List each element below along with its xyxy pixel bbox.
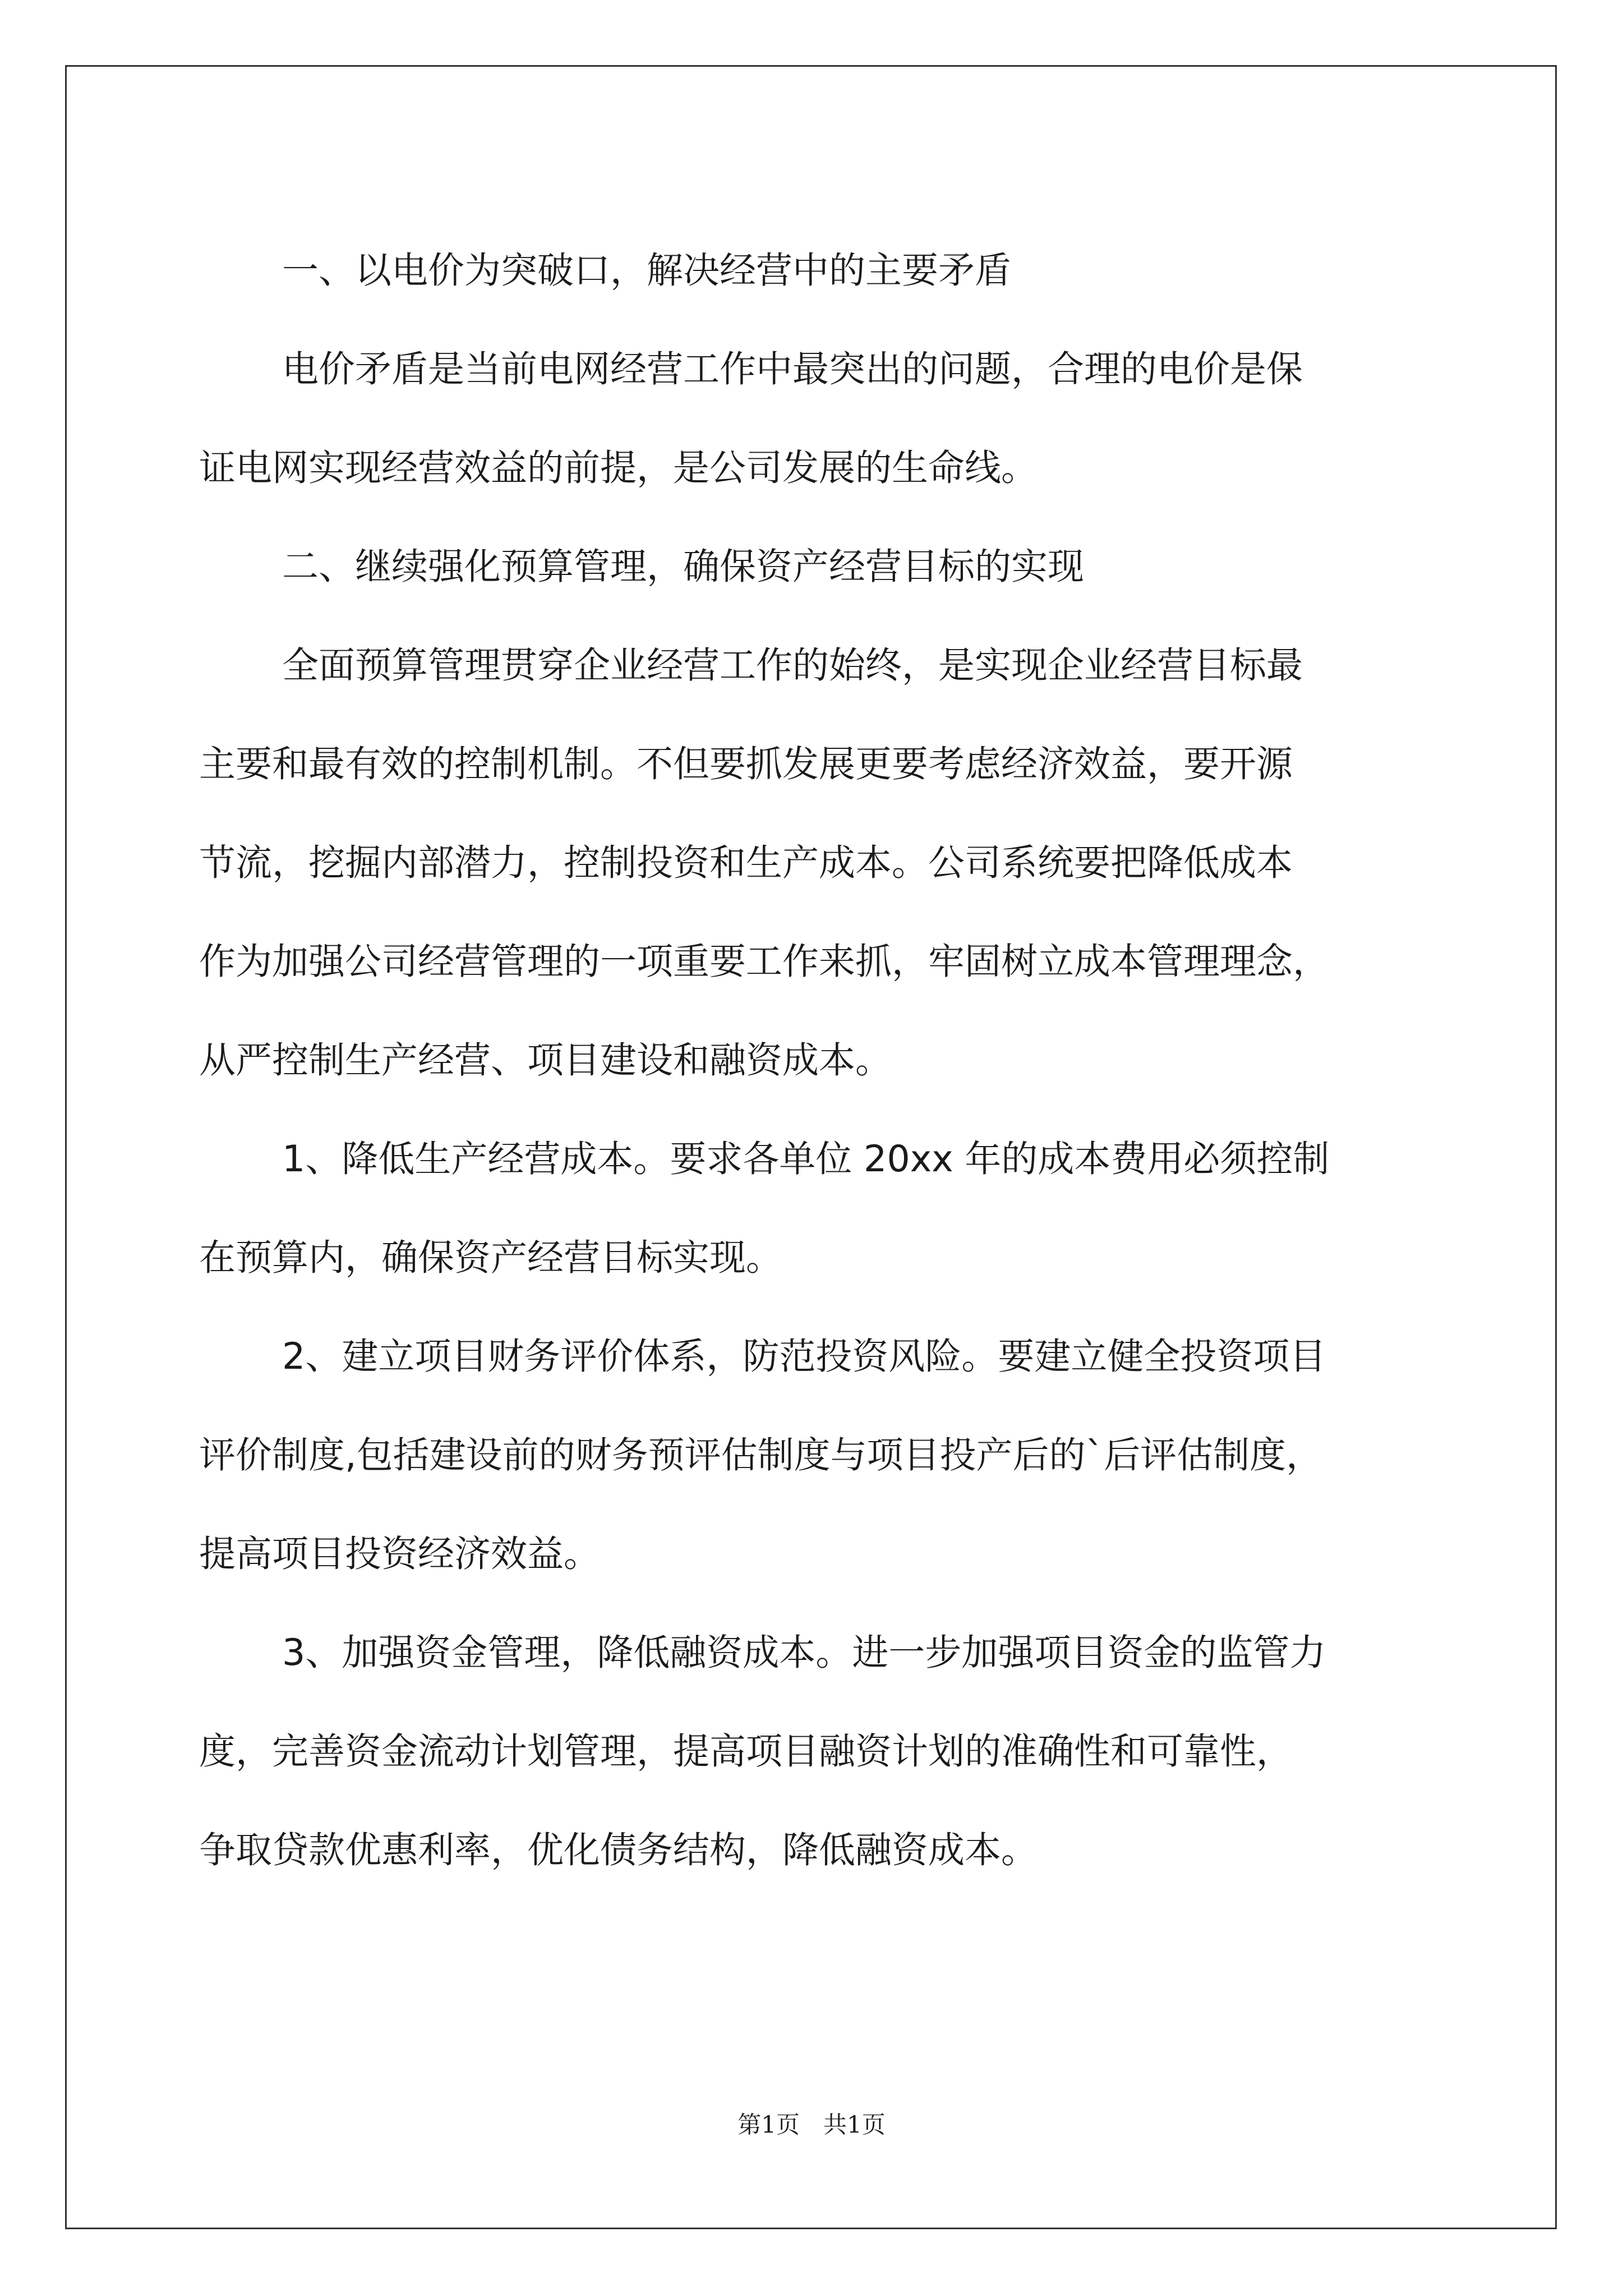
text-line: 在预算内，确保资产经营目标实现。 (199, 1237, 783, 1279)
text-line: 度，完善资金流动计划管理，提高项目融资计划的准确性和可靠性， (199, 1731, 1293, 1773)
text-line: 作为加强公司经营管理的一项重要工作来抓，牢固树立成本管理理念， (199, 941, 1330, 983)
text-line: 电价矛盾是当前电网经营工作中最突出的问题，合理的电价是保 (282, 348, 1303, 390)
paragraph-1 (199, 222, 1433, 320)
text-line: 提高项目投资经济效益。 (199, 1533, 601, 1575)
paragraph-3 (199, 518, 1433, 616)
text-line: 全面预算管理贯穿企业经营工作的始终，是实现企业经营目标最 (282, 645, 1303, 687)
paragraph-2 (199, 320, 1433, 518)
paragraph-6 (199, 1308, 1433, 1604)
text-line: 2、建立项目财务评价体系，防范投资风险。要建立健全投资项目 (282, 1336, 1326, 1378)
page-number-footer: 第1页 共1页 (737, 2111, 886, 2138)
text-line: 一、以电价为突破口，解决经营中的主要矛盾 (282, 250, 1012, 292)
text-line: 评价制度,包括建设前的财务预评估制度与项目投产后的`后评估制度， (199, 1434, 1323, 1476)
text-line: 1、降低生产经营成本。要求各单位 20xx 年的成本费用必须控制 (282, 1138, 1330, 1180)
text-line: 从严控制生产经营、项目建设和融资成本。 (199, 1039, 892, 1082)
paragraph-7 (199, 1604, 1433, 1900)
paragraph-5 (199, 1110, 1433, 1308)
text-line: 主要和最有效的控制机制。不但要抓发展更要考虑经济效益，要开源 (199, 743, 1293, 785)
text-line: 二、继续强化预算管理，确保资产经营目标的实现 (282, 546, 1085, 588)
paragraph-4 (199, 616, 1433, 1110)
text-line: 节流，挖掘内部潜力，控制投资和生产成本。公司系统要把降低成本 (199, 842, 1293, 884)
text-line: 证电网实现经营效益的前提，是公司发展的生命线。 (199, 447, 1038, 489)
document-body (199, 222, 1433, 1900)
text-line: 争取贷款优惠利率，优化债务结构，降低融资成本。 (199, 1829, 1038, 1871)
text-line: 3、加强资金管理，降低融资成本。进一步加强项目资金的监管力 (282, 1632, 1326, 1674)
